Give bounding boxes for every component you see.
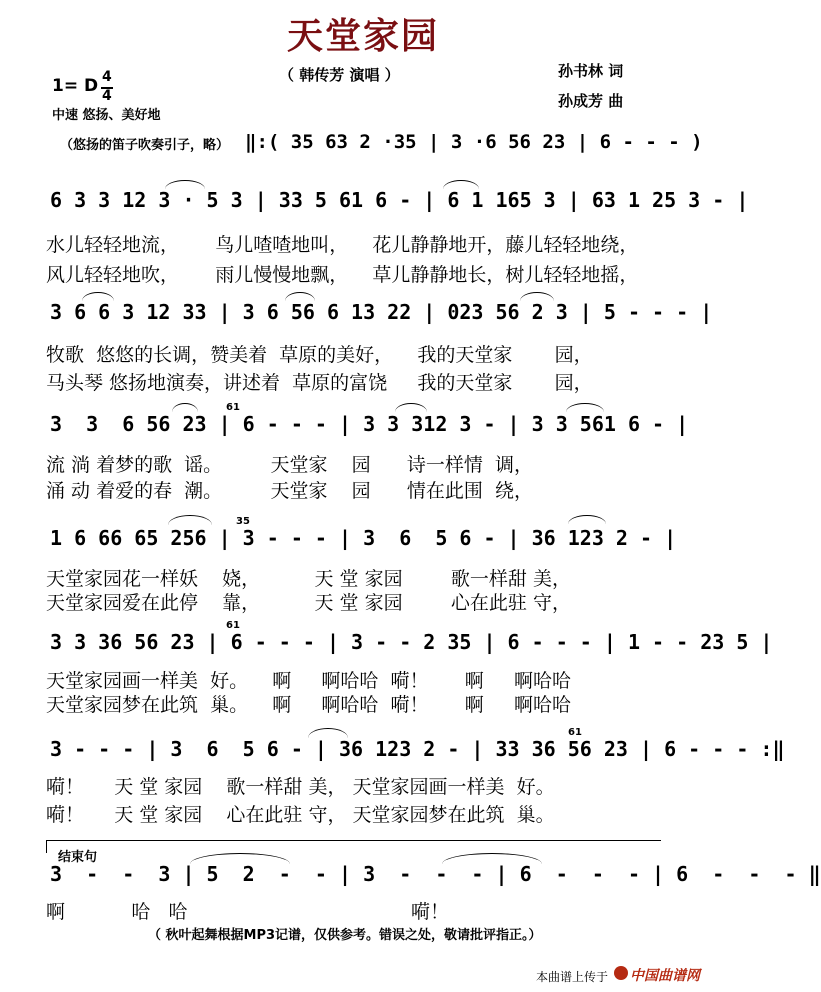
song-title: 天堂家园 (286, 16, 439, 57)
slur-mark (442, 853, 542, 864)
ending-label: 结束句 (58, 850, 98, 865)
notes-row-2: 3 6 6 3 12 33 | 3 6 56 6 13 22 | 023 56 2 3 | 5 - - - | (50, 300, 713, 324)
lyric-row-5-verse-1: 天堂家园画一样美 好。 啊 啊哈哈 嗬！ 啊 啊哈哈 (46, 670, 571, 692)
lyric-row-6-verse-2: 嗬！ 天 堂 家园 心在此驻 守， 天堂家园梦在此筑 巢。 (46, 804, 555, 826)
intro-note: （悠扬的笛子吹奏引子，略） (60, 138, 230, 153)
intro-notes: ‖:( 35 63 2 ·35 | 3 ·6 56 23 | 6 - - - ) (245, 131, 703, 153)
ending-bracket (46, 840, 661, 853)
site-logo: 中国曲谱网 (630, 968, 700, 984)
lyric-row-3-verse-1: 流 淌 着梦的歌 谣。 天堂家 园 诗一样情 调， (46, 454, 533, 476)
slur-mark (520, 292, 554, 301)
grace-note: 61 (226, 402, 240, 413)
lyric-row-5-verse-2: 天堂家园梦在此筑 巢。 啊 啊哈哈 嗬！ 啊 啊哈哈 (46, 694, 571, 716)
lyric-row-2-verse-2: 马头琴 悠扬地演奏，讲述着 草原的富饶 我的天堂家 园， (46, 372, 593, 394)
slur-mark (443, 180, 479, 189)
grace-note: 35 (236, 516, 250, 527)
lyric-row-4-verse-1: 天堂家园花一样妖 娆， 天 堂 家园 歌一样甜 美， (46, 568, 571, 590)
lyric-row-1-verse-1: 水儿轻轻地流， 鸟儿喳喳地叫， 花儿静静地开，藤儿轻轻地绕， (46, 234, 639, 256)
slur-mark (165, 180, 205, 189)
upload-note: 本曲谱上传于 (536, 970, 609, 984)
ending-lyrics: 啊 哈 哈 嗬！ (46, 901, 450, 923)
slur-mark (285, 292, 315, 301)
lyricist-credit: 孙书林 词 (558, 62, 624, 80)
time-signature-bottom: 4 (102, 88, 112, 104)
lyric-row-4-verse-2: 天堂家园爱在此停 靠， 天 堂 家园 心在此驻 守， (46, 592, 571, 614)
lyric-row-1-verse-2: 风儿轻轻地吹， 雨儿慢慢地飘， 草儿静静地长，树儿轻轻地摇， (46, 264, 639, 286)
composer-credit: 孙成芳 曲 (558, 92, 624, 110)
notes-row-6: 3 - - - | 3 6 5 6 - | 36 123 2 - | 33 36 56 23 | 6 - - - :‖ (50, 737, 785, 761)
notes-row-5: 3 3 36 56 23 | 6 - - - | 3 - - 2 35 | 6 - - - | 1 - - 23 5 | (50, 630, 773, 654)
footnote: （ 秋叶起舞根据MP3记谱，仅供参考。错误之处，敬请批评指正。） (148, 928, 542, 943)
slur-mark (568, 515, 606, 524)
slur-mark (308, 728, 348, 738)
grace-note: 61 (568, 727, 582, 738)
site-logo-icon (614, 966, 628, 980)
slur-mark (566, 403, 604, 412)
lyric-row-6-verse-1: 嗬！ 天 堂 家园 歌一样甜 美， 天堂家园画一样美 好。 (46, 776, 555, 798)
slur-mark (172, 403, 198, 412)
tempo-marking: 中速 悠扬、美好地 (52, 108, 161, 123)
slur-mark (168, 515, 212, 525)
performer: （ 韩传芳 演唱 ） (279, 66, 400, 84)
time-signature-top: 4 (102, 69, 112, 85)
key-signature: 1= D (52, 76, 99, 96)
slur-mark (82, 292, 114, 301)
lyric-row-3-verse-2: 涌 动 着爱的春 潮。 天堂家 园 情在此围 绕， (46, 480, 533, 502)
ending-notes: 3 - - 3 | 5 2 - - | 3 - - - | 6 - - - | 6 - - - ‖ (50, 862, 821, 886)
slur-mark (395, 403, 427, 412)
lyric-row-2-verse-1: 牧歌 悠悠的长调，赞美着 草原的美好， 我的天堂家 园， (46, 344, 593, 366)
notes-row-3: 3 3 6 56 23 | 6 - - - | 3 3 312 3 - | 3 3 561 6 - | (50, 412, 689, 436)
grace-note: 61 (226, 620, 240, 631)
slur-mark (190, 853, 290, 864)
notes-row-4: 1 6 66 65 256 | 3 - - - | 3 6 5 6 - | 36 123 2 - | (50, 526, 677, 550)
notes-row-1: 6 3 3 12 3 · 5 3 | 33 5 61 6 - | 6 1 165 3 | 63 1 25 3 - | (50, 188, 749, 212)
